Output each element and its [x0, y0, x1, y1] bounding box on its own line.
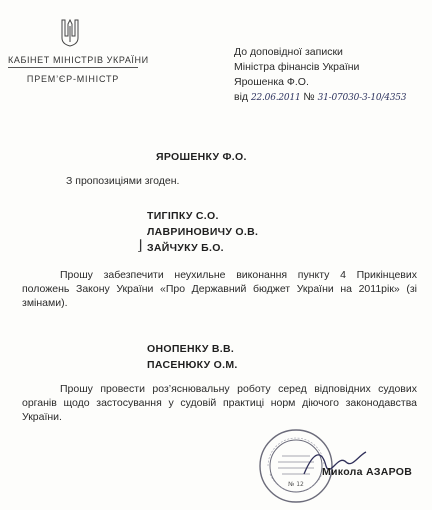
reference-line-1: До доповідної записки — [234, 46, 343, 58]
date-value: 22.06.2011 — [250, 93, 301, 103]
stamp-number: № 12 — [288, 481, 304, 488]
addressee: ЛАВРИНОВИЧУ О.В. — [147, 226, 259, 238]
signer-name: Микола АЗАРОВ — [322, 466, 413, 478]
addressee: ЯРОШЕНКУ Ф.О. — [156, 151, 247, 163]
position-title: ПРЕМ’ЄР-МІНІСТР — [26, 74, 120, 84]
handwritten-check-mark: ⌋ — [137, 238, 143, 254]
resolution-text-3: Прошу провести роз’яснювальну роботу серед відповідних судових органів щодо застосування у судовій практиці норм діючого законодавства України. — [22, 383, 417, 423]
addressee: ОНОПЕНКУ В.В. — [147, 343, 235, 355]
resolution-text-2: Прошу забезпечити неухильне виконання пункту 4 Прикінцевих положень Закону України «Про Державний бюджет України на 2011рік» (зі змінами). — [22, 269, 417, 309]
number-value: 31-07030-3-10/4353 — [317, 93, 407, 103]
addressee: ЗАЙЧУКУ Б.О. — [147, 242, 224, 254]
number-prefix: № — [303, 91, 315, 103]
reference-block — [234, 45, 429, 106]
reference-line-2: Міністра фінансів України — [234, 61, 360, 73]
cabinet-title: КАБІНЕТ МІНІСТРІВ УКРАЇНИ — [8, 55, 149, 65]
letterhead-divider — [8, 67, 138, 68]
date-prefix: від — [234, 91, 249, 103]
addressee: ТИГІПКУ С.О. — [147, 210, 219, 222]
reference-line-3: Ярошенка Ф.О. — [234, 76, 309, 88]
reference-date-line — [234, 90, 429, 106]
resolution-text-1: З пропозиціями згоден. — [66, 175, 180, 187]
addressee: ПАСЕНЮКУ О.М. — [147, 359, 238, 371]
trident-emblem-icon — [60, 18, 80, 48]
